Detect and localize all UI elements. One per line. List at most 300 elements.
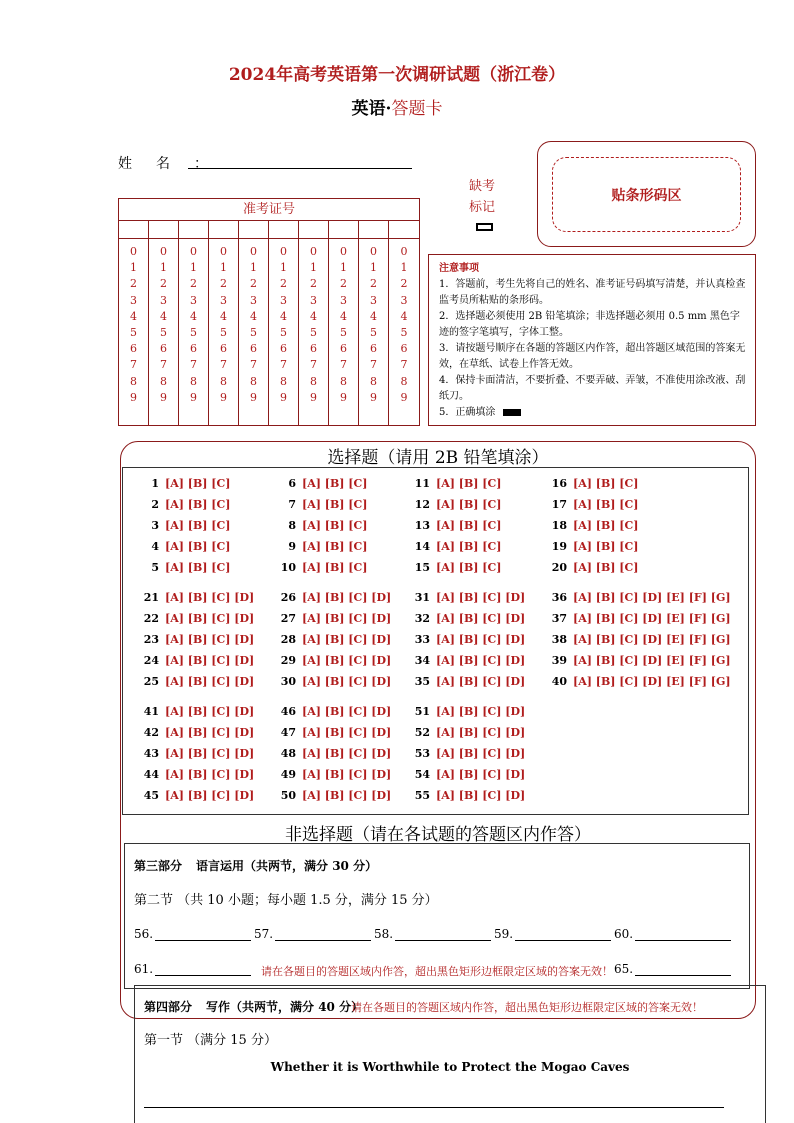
exam-number-write-cell[interactable] (179, 221, 208, 239)
question-row (408, 789, 525, 802)
question-number: 54 (414, 768, 430, 781)
answer-options[interactable]: [A] [B] [C] [D] [E] [F] [G] (573, 654, 731, 667)
question-row (274, 477, 367, 490)
answer-options[interactable]: [A] [B] [C] [D] (302, 726, 392, 739)
exam-number-write-cell[interactable] (329, 221, 358, 239)
answer-options[interactable]: [A] [B] [C] [D] (436, 591, 526, 604)
notice-item: 3．请按题号顺序在各题的答题区内作答，超出答题区域范围的答案无效，在草纸、试卷上作答无效。 (439, 343, 746, 370)
exam-digit-bubble[interactable]: 5 (190, 326, 197, 340)
essay-writing-line[interactable] (144, 1107, 724, 1108)
question-row (137, 540, 230, 553)
exam-digit-bubble[interactable]: 3 (220, 293, 227, 307)
answer-options[interactable]: [A] [B] [C] [D] (165, 747, 255, 760)
exam-digit-bubble[interactable]: 3 (250, 293, 257, 307)
exam-digit-bubble[interactable]: 1 (280, 261, 287, 275)
exam-digit-bubble[interactable]: 8 (220, 374, 227, 388)
exam-digit-bubble[interactable]: 5 (250, 326, 257, 340)
question-row (408, 519, 501, 532)
exam-digit-bubble[interactable]: 3 (130, 293, 137, 307)
question-number: 17 (551, 498, 567, 511)
answer-options[interactable]: [A] [B] [C] (436, 540, 502, 553)
question-number: 44 (143, 768, 159, 781)
exam-digit-bubble[interactable]: 2 (340, 277, 347, 291)
exam-number-write-cell[interactable] (119, 221, 148, 239)
exam-digit-bubble[interactable]: 1 (130, 261, 137, 275)
exam-digit-bubble[interactable]: 8 (370, 374, 377, 388)
exam-digit-bubble[interactable]: 9 (250, 390, 257, 404)
question-number: 27 (280, 612, 296, 625)
absent-label-line2: 标记 (468, 200, 495, 215)
question-row (408, 768, 525, 781)
exam-digit-bubble[interactable]: 2 (250, 277, 257, 291)
exam-digit-bubble[interactable]: 9 (130, 390, 137, 404)
exam-digit-bubble[interactable]: 5 (160, 326, 167, 340)
exam-number-grid (118, 198, 420, 426)
exam-digit-bubble[interactable]: 1 (340, 261, 347, 275)
exam-digit-bubble[interactable]: 2 (130, 277, 137, 291)
exam-number-write-cell[interactable] (359, 221, 388, 239)
exam-digit-bubble[interactable]: 8 (130, 374, 137, 388)
exam-number-digit-options (209, 244, 238, 406)
question-row (274, 591, 391, 604)
exam-digit-bubble[interactable]: 5 (370, 326, 377, 340)
exam-digit-bubble[interactable]: 9 (400, 390, 408, 404)
answer-options[interactable]: [A] [B] [C] [D] (165, 768, 255, 781)
exam-number-write-cell[interactable] (149, 221, 178, 239)
question-row (274, 561, 367, 574)
exam-digit-bubble[interactable]: 7 (130, 358, 137, 372)
exam-digit-bubble[interactable]: 9 (370, 390, 377, 404)
question-row (137, 633, 254, 646)
question-number: 28 (280, 633, 296, 646)
exam-digit-bubble[interactable]: 4 (130, 309, 137, 323)
part3-title (134, 857, 377, 874)
exam-number-digit-options (299, 244, 328, 406)
answer-options[interactable]: [A] [B] [C] (165, 561, 231, 574)
exam-digit-bubble[interactable]: 0 (310, 245, 317, 258)
question-row (274, 768, 391, 781)
question-number: 55 (414, 789, 430, 802)
exam-digit-bubble[interactable]: 6 (370, 342, 377, 356)
filled-mark-example (503, 409, 521, 416)
exam-number-write-cell[interactable] (269, 221, 298, 239)
question-number: 32 (414, 612, 430, 625)
exam-digit-bubble[interactable]: 6 (130, 342, 137, 356)
blank-answer-line[interactable] (275, 929, 371, 941)
exam-digit-bubble[interactable]: 2 (370, 277, 377, 291)
exam-digit-bubble[interactable]: 0 (400, 245, 408, 258)
exam-digit-bubble[interactable]: 7 (160, 358, 167, 372)
subtitle-card: 答题卡 (391, 99, 443, 119)
question-number: 20 (551, 561, 567, 574)
question-row (137, 789, 254, 802)
question-number: 48 (280, 747, 296, 760)
exam-digit-bubble[interactable]: 0 (370, 245, 377, 258)
answer-options[interactable]: [A] [B] [C] [D] [E] [F] [G] (573, 591, 731, 604)
exam-digit-bubble[interactable]: 7 (400, 358, 408, 372)
question-number: 23 (143, 633, 159, 646)
exam-digit-bubble[interactable]: 4 (310, 309, 317, 323)
question-row (274, 654, 391, 667)
exam-digit-bubble[interactable]: 3 (370, 293, 377, 307)
exam-digit-bubble[interactable]: 4 (220, 309, 227, 323)
question-row (274, 498, 367, 511)
question-number: 45 (143, 789, 159, 802)
exam-digit-bubble[interactable]: 9 (340, 390, 347, 404)
answer-options[interactable]: [A] [B] [C] [D] (165, 675, 255, 688)
exam-digit-bubble[interactable]: 4 (190, 309, 197, 323)
part3-title-a: 第三部分 (134, 859, 183, 873)
question-row (408, 675, 525, 688)
question-number: 11 (414, 477, 430, 490)
exam-digit-bubble[interactable]: 3 (280, 293, 287, 307)
exam-digit-bubble[interactable]: 7 (340, 358, 347, 372)
question-number: 39 (551, 654, 567, 667)
exam-digit-bubble[interactable]: 1 (310, 261, 317, 275)
question-number: 34 (414, 654, 430, 667)
question-row (545, 675, 731, 688)
question-row (545, 591, 731, 604)
exam-digit-bubble[interactable]: 6 (280, 342, 287, 356)
exam-digit-bubble[interactable]: 9 (160, 390, 167, 404)
exam-digit-bubble[interactable]: 9 (280, 390, 287, 404)
blank-answer-line[interactable] (395, 929, 491, 941)
exam-digit-bubble[interactable]: 0 (250, 245, 257, 258)
question-row (545, 561, 638, 574)
answer-options[interactable]: [A] [B] [C] [D] (436, 654, 526, 667)
answer-options[interactable]: [A] [B] [C] [D] (165, 612, 255, 625)
question-number: 1 (151, 477, 159, 490)
exam-number-column (149, 221, 179, 425)
exam-digit-bubble[interactable]: 3 (310, 293, 317, 307)
question-number: 53 (414, 747, 430, 760)
question-number: 36 (551, 591, 567, 604)
exam-digit-bubble[interactable]: 0 (130, 245, 137, 258)
answer-options[interactable]: [A] [B] [C] (573, 561, 639, 574)
answer-options[interactable]: [A] [B] [C] (573, 540, 639, 553)
blank-number: 59. (494, 927, 514, 941)
answer-options[interactable]: [A] [B] [C] [D] (302, 612, 392, 625)
exam-number-digit-options (239, 244, 268, 406)
question-row (274, 675, 391, 688)
answer-options[interactable]: [A] [B] [C] [D] (436, 675, 526, 688)
answer-options[interactable]: [A] [B] [C] [D] [E] [F] [G] (573, 612, 731, 625)
answer-options[interactable]: [A] [B] [C] [D] (302, 747, 392, 760)
exam-digit-bubble[interactable]: 7 (220, 358, 227, 372)
exam-digit-bubble[interactable]: 6 (190, 342, 197, 356)
question-number: 7 (288, 498, 296, 511)
exam-number-write-cell[interactable] (239, 221, 268, 239)
exam-digit-bubble[interactable]: 4 (370, 309, 377, 323)
exam-digit-bubble[interactable]: 3 (160, 293, 167, 307)
notice-item: 5．正确填涂 (439, 407, 496, 418)
question-row (408, 477, 501, 490)
answer-options[interactable]: [A] [B] [C] (573, 498, 639, 511)
question-row (545, 477, 638, 490)
exam-digit-bubble[interactable]: 5 (310, 326, 317, 340)
blank-number: 58. (374, 927, 394, 941)
exam-digit-bubble[interactable]: 9 (190, 390, 197, 404)
question-number: 46 (280, 705, 296, 718)
part4-section1-title: 第一节 （满分 15 分） (144, 1033, 277, 1048)
exam-digit-bubble[interactable]: 8 (250, 374, 257, 388)
blank-number: 56. (134, 927, 154, 941)
exam-digit-bubble[interactable]: 0 (160, 245, 167, 258)
exam-number-column (209, 221, 239, 425)
exam-digit-bubble[interactable]: 0 (280, 245, 287, 258)
answer-options[interactable]: [A] [B] [C] (302, 519, 368, 532)
exam-digit-bubble[interactable]: 6 (160, 342, 167, 356)
question-number: 50 (280, 789, 296, 802)
answer-options[interactable]: [A] [B] [C] (573, 519, 639, 532)
question-row (137, 654, 254, 667)
notice-title: 注意事项 (439, 263, 479, 274)
exam-digit-bubble[interactable]: 4 (160, 309, 167, 323)
exam-digit-bubble[interactable]: 7 (190, 358, 197, 372)
exam-digit-bubble[interactable]: 2 (160, 277, 167, 291)
question-row (408, 747, 525, 760)
exam-number-write-cell[interactable] (299, 221, 328, 239)
exam-number-write-cell[interactable] (389, 221, 419, 239)
exam-digit-bubble[interactable]: 6 (310, 342, 317, 356)
exam-digit-bubble[interactable]: 6 (340, 342, 347, 356)
blank-answer-line[interactable] (635, 929, 731, 941)
question-row (545, 654, 731, 667)
part3-title-b: 语言运用（共两节，满分 30 分） (196, 859, 378, 873)
exam-digit-bubble[interactable]: 8 (160, 374, 167, 388)
exam-number-column (329, 221, 359, 425)
exam-digit-bubble[interactable]: 2 (310, 277, 317, 291)
question-row (408, 612, 525, 625)
question-row (408, 540, 501, 553)
question-number: 40 (551, 675, 567, 688)
exam-digit-bubble[interactable]: 5 (280, 326, 287, 340)
exam-number-column (269, 221, 299, 425)
answer-options[interactable]: [A] [B] [C] [D] (436, 612, 526, 625)
exam-digit-bubble[interactable]: 7 (280, 358, 287, 372)
blank-number: 57. (254, 927, 274, 941)
exam-digit-bubble[interactable]: 0 (190, 245, 197, 258)
answer-options[interactable]: [A] [B] [C] (302, 498, 368, 511)
exam-digit-bubble[interactable]: 4 (340, 309, 347, 323)
absent-label (464, 176, 500, 218)
notice-item: 4．保持卡面清洁，不要折叠、不要弄破、弄皱，不准使用涂改液、刮纸刀。 (439, 375, 746, 402)
exam-digit-bubble[interactable]: 8 (190, 374, 197, 388)
exam-digit-bubble[interactable]: 4 (250, 309, 257, 323)
exam-digit-bubble[interactable]: 4 (400, 309, 408, 323)
exam-number-header: 准考证号 (119, 199, 419, 221)
answer-options[interactable]: [A] [B] [C] [D] (165, 789, 255, 802)
answer-options[interactable]: [A] [B] [C] [D] (302, 675, 392, 688)
answer-options[interactable]: [A] [B] [C] [D] (165, 654, 255, 667)
question-number: 47 (280, 726, 296, 739)
question-row (137, 612, 254, 625)
exam-digit-bubble[interactable]: 8 (280, 374, 287, 388)
answer-options[interactable]: [A] [B] [C] [D] (302, 789, 392, 802)
question-number: 14 (414, 540, 430, 553)
blank-number: 65. (614, 962, 634, 976)
exam-digit-bubble[interactable]: 3 (340, 293, 347, 307)
question-number: 19 (551, 540, 567, 553)
blank-answer-line[interactable] (155, 929, 251, 941)
answer-options[interactable]: [A] [B] [C] (436, 519, 502, 532)
answer-options[interactable]: [A] [B] [C] (302, 477, 368, 490)
question-number: 38 (551, 633, 567, 646)
answer-options[interactable]: [A] [B] [C] [D] (436, 726, 526, 739)
answer-options[interactable]: [A] [B] [C] [D] (165, 705, 255, 718)
question-row (274, 612, 391, 625)
exam-digit-bubble[interactable]: 1 (400, 261, 408, 275)
absent-checkbox[interactable] (476, 223, 493, 231)
boundary-warning: 请在各题目的答题区域内作答，超出黑色矩形边框限定区域的答案无效！ (351, 1001, 703, 1014)
answer-options[interactable]: [A] [B] [C] [D] (436, 789, 526, 802)
exam-digit-bubble[interactable]: 1 (370, 261, 377, 275)
question-number: 25 (143, 675, 159, 688)
answer-options[interactable]: [A] [B] [C] [D] (165, 633, 255, 646)
answer-options[interactable]: [A] [B] [C] (165, 477, 231, 490)
exam-digit-bubble[interactable]: 1 (220, 261, 227, 275)
exam-number-digit-options (359, 244, 388, 406)
answer-options[interactable]: [A] [B] [C] (302, 561, 368, 574)
question-row (137, 768, 254, 781)
absent-label-line1: 缺考 (468, 179, 495, 194)
question-number: 10 (280, 561, 296, 574)
answer-options[interactable]: [A] [B] [C] (436, 498, 502, 511)
answer-options[interactable]: [A] [B] [C] [D] (302, 705, 392, 718)
question-row (137, 675, 254, 688)
exam-digit-bubble[interactable]: 7 (310, 358, 317, 372)
question-number: 33 (414, 633, 430, 646)
answer-options[interactable]: [A] [B] [C] (165, 519, 231, 532)
exam-digit-bubble[interactable]: 7 (370, 358, 377, 372)
question-number: 2 (151, 498, 159, 511)
blank-answer-line[interactable] (515, 929, 611, 941)
question-number: 43 (143, 747, 159, 760)
essay-title: Whether it is Worthwhile to Protect the Mogao Caves (270, 1060, 630, 1074)
answer-options[interactable]: [A] [B] [C] [D] [E] [F] [G] (573, 675, 731, 688)
question-row (137, 591, 254, 604)
page-subtitle (0, 94, 794, 119)
exam-digit-bubble[interactable]: 3 (190, 293, 197, 307)
question-row (274, 747, 391, 760)
exam-digit-bubble[interactable]: 0 (340, 245, 347, 258)
exam-number-column (389, 221, 419, 425)
exam-digit-bubble[interactable]: 7 (250, 358, 257, 372)
answer-options[interactable]: [A] [B] [C] [D] (436, 768, 526, 781)
question-row (137, 498, 230, 511)
exam-number-column (239, 221, 269, 425)
answer-options[interactable]: [A] [B] [C] (436, 561, 502, 574)
question-number: 13 (414, 519, 430, 532)
answer-options[interactable]: [A] [B] [C] [D] (436, 705, 526, 718)
exam-number-digit-options (119, 244, 148, 406)
answer-options[interactable]: [A] [B] [C] (302, 540, 368, 553)
exam-digit-bubble[interactable]: 3 (400, 293, 408, 307)
exam-digit-bubble[interactable]: 2 (400, 277, 408, 291)
blank-item (614, 927, 731, 941)
exam-digit-bubble[interactable]: 6 (250, 342, 257, 356)
blank-item (134, 927, 251, 941)
answer-options[interactable]: [A] [B] [C] [D] (165, 726, 255, 739)
exam-digit-bubble[interactable]: 8 (310, 374, 317, 388)
question-row (408, 591, 525, 604)
exam-digit-bubble[interactable]: 6 (400, 342, 408, 356)
question-number: 15 (414, 561, 430, 574)
exam-number-digit-options (269, 244, 298, 406)
exam-number-column (119, 221, 149, 425)
exam-digit-bubble[interactable]: 9 (310, 390, 317, 404)
exam-digit-bubble[interactable]: 2 (280, 277, 287, 291)
question-row (274, 633, 391, 646)
question-number: 29 (280, 654, 296, 667)
exam-digit-bubble[interactable]: 1 (190, 261, 197, 275)
exam-number-write-cell[interactable] (209, 221, 238, 239)
answer-options[interactable]: [A] [B] [C] [D] [E] [F] [G] (573, 633, 731, 646)
answer-options[interactable]: [A] [B] [C] [D] (436, 633, 526, 646)
name-label: 姓名： (118, 156, 232, 172)
exam-number-column (299, 221, 329, 425)
answer-options[interactable]: [A] [B] [C] (165, 540, 231, 553)
question-number: 35 (414, 675, 430, 688)
question-number: 42 (143, 726, 159, 739)
question-number: 26 (280, 591, 296, 604)
exam-digit-bubble[interactable]: 5 (220, 326, 227, 340)
exam-digit-bubble[interactable]: 4 (280, 309, 287, 323)
exam-digit-bubble[interactable]: 9 (220, 390, 227, 404)
question-row (274, 726, 391, 739)
question-number: 6 (288, 477, 296, 490)
exam-digit-bubble[interactable]: 5 (130, 326, 137, 340)
question-row (137, 747, 254, 760)
answer-options[interactable]: [A] [B] [C] (436, 477, 502, 490)
question-number: 3 (151, 519, 159, 532)
answer-options[interactable]: [A] [B] [C] [D] (165, 591, 255, 604)
question-row (137, 705, 254, 718)
question-row (274, 705, 391, 718)
part4-title-b: 写作（共两节，满分 40 分） (206, 1000, 364, 1014)
name-field[interactable] (188, 168, 412, 169)
answer-options[interactable]: [A] [B] [C] (573, 477, 639, 490)
exam-digit-bubble[interactable]: 5 (340, 326, 347, 340)
answer-options[interactable]: [A] [B] [C] [D] (302, 654, 392, 667)
exam-digit-bubble[interactable]: 8 (400, 374, 408, 388)
blank-item (494, 927, 611, 941)
exam-digit-bubble[interactable]: 8 (340, 374, 347, 388)
answer-options[interactable]: [A] [B] [C] [D] (302, 768, 392, 781)
question-number: 24 (143, 654, 159, 667)
answer-options[interactable]: [A] [B] [C] [D] (302, 591, 392, 604)
exam-digit-bubble[interactable]: 1 (250, 261, 257, 275)
answer-options[interactable]: [A] [B] [C] (165, 498, 231, 511)
question-row (545, 540, 638, 553)
exam-digit-bubble[interactable]: 0 (220, 245, 227, 258)
exam-number-digit-options (329, 244, 358, 406)
subtitle-subject: 英语· (351, 99, 392, 119)
exam-digit-bubble[interactable]: 1 (160, 261, 167, 275)
question-row (408, 654, 525, 667)
exam-digit-bubble[interactable]: 6 (220, 342, 227, 356)
exam-number-column (359, 221, 389, 425)
answer-options[interactable]: [A] [B] [C] [D] (302, 633, 392, 646)
notice-item-fill-example (439, 405, 747, 421)
answer-options[interactable]: [A] [B] [C] [D] (436, 747, 526, 760)
page-title: 2024年高考英语第一次调研试题（浙江卷） (228, 65, 566, 85)
exam-digit-bubble[interactable]: 2 (190, 277, 197, 291)
question-number: 8 (288, 519, 296, 532)
notice-item: 2．选择题必须使用 2B 铅笔填涂；非选择题必须用 0.5 mm 黑色字迹的签字笔填写，字体工整。 (439, 311, 740, 338)
exam-digit-bubble[interactable]: 5 (400, 326, 408, 340)
exam-digit-bubble[interactable]: 2 (220, 277, 227, 291)
